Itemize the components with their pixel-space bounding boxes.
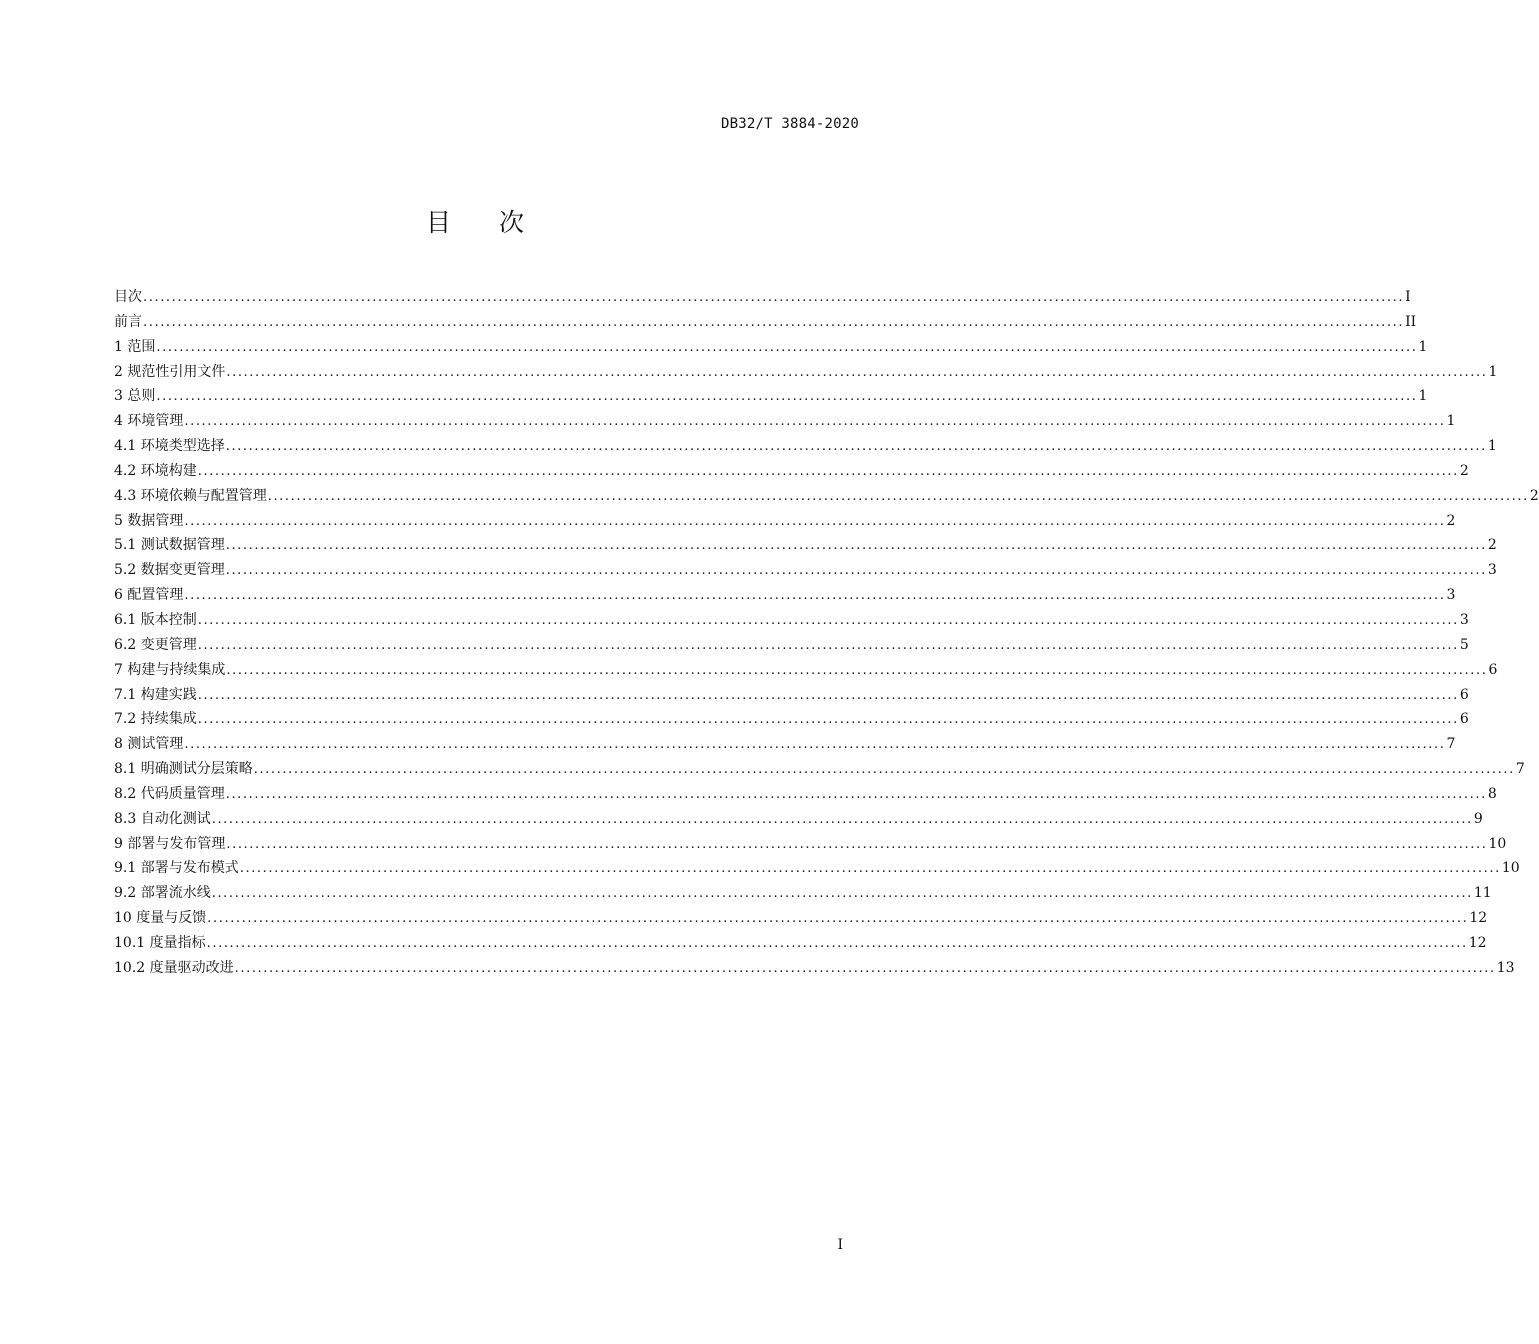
toc-dot-leader: ............................................................................................................................................................................................................................ (207, 911, 1469, 927)
toc-entry-label: 7 构建与持续集成 (114, 661, 226, 678)
toc-entry[interactable] (114, 533, 1497, 558)
toc-dot-leader: ............................................................................................................................................................................................................................ (184, 513, 1446, 529)
toc-entry-page: 5 (1459, 636, 1469, 653)
toc-entry-page: 6 (1459, 711, 1469, 728)
toc-dot-leader: ............................................................................................................................................................................................................................ (197, 687, 1459, 703)
toc-entry-label: 6.1 版本控制 (114, 611, 197, 628)
toc-entry[interactable] (114, 509, 1456, 534)
toc-entry-label: 1 范围 (114, 338, 156, 355)
page-number: I (837, 1237, 843, 1253)
toc-entry-label: 7.1 构建实践 (114, 686, 197, 703)
toc-entry[interactable] (114, 484, 1539, 509)
toc-entry-page: 2 (1459, 462, 1469, 479)
toc-entry-label: 10.1 度量指标 (114, 934, 206, 951)
toc-entry-page: 3 (1446, 587, 1456, 604)
toc-entry[interactable] (114, 459, 1469, 484)
toc-entry-page: 7 (1446, 736, 1456, 753)
toc-dot-leader: ............................................................................................................................................................................................................................ (206, 935, 1468, 951)
toc-entry-page: 6 (1488, 661, 1498, 678)
toc-dot-leader: ............................................................................................................................................................................................................................ (197, 612, 1459, 628)
toc-entry-label: 4.3 环境依赖与配置管理 (114, 487, 267, 504)
toc-dot-leader: ............................................................................................................................................................................................................................ (225, 538, 1487, 554)
toc-entry-page: 13 (1496, 959, 1515, 976)
toc-entry-page: I (1405, 289, 1411, 305)
toc-entry-label: 4.1 环境类型选择 (114, 438, 225, 455)
toc-entry-label: 10.2 度量驱动改进 (114, 959, 234, 976)
toc-dot-leader: ............................................................................................................................................................................................................................ (267, 488, 1529, 504)
toc-entry-label: 4.2 环境构建 (114, 462, 197, 479)
toc-dot-leader: ............................................................................................................................................................................................................................ (225, 439, 1487, 455)
toc-entry[interactable] (114, 832, 1507, 857)
toc-entry-page: 2 (1487, 537, 1497, 554)
toc-entry[interactable] (114, 881, 1492, 906)
toc-title: 目次 (425, 208, 572, 237)
toc-entry-page: 12 (1469, 910, 1488, 927)
toc-dot-leader: ............................................................................................................................................................................................................................ (143, 290, 1405, 305)
toc-entry-label: 3 总则 (114, 388, 156, 405)
toc-entry[interactable] (114, 384, 1428, 409)
toc-dot-leader: ............................................................................................................................................................................................................................ (184, 737, 1446, 753)
toc-entry[interactable] (114, 757, 1525, 782)
toc-entry-page: 10 (1501, 860, 1520, 877)
toc-entry-page: 2 (1529, 487, 1539, 504)
toc-entry-page: 1 (1446, 413, 1456, 430)
toc-entry[interactable] (114, 285, 1411, 310)
document-number: DB32/T 3884-2020 (720, 116, 859, 132)
toc-entry[interactable] (114, 434, 1497, 459)
toc-entry-label: 5.2 数据变更管理 (114, 562, 225, 579)
toc-entry-label: 8.2 代码质量管理 (114, 785, 225, 802)
toc-entry[interactable] (114, 583, 1456, 608)
toc-entry[interactable] (114, 906, 1488, 931)
toc-entry[interactable] (114, 956, 1515, 981)
toc-dot-leader: ............................................................................................................................................................................................................................ (239, 861, 1501, 877)
toc-dot-leader: ............................................................................................................................................................................................................................ (156, 389, 1418, 405)
toc-dot-leader: ............................................................................................................................................................................................................................ (184, 588, 1446, 604)
toc-entry-label: 5 数据管理 (114, 512, 184, 529)
toc-dot-leader: ............................................................................................................................................................................................................................ (225, 563, 1487, 579)
toc-entry[interactable] (114, 335, 1428, 360)
toc-entry-label: 6 配置管理 (114, 587, 184, 604)
toc-entry-page: 11 (1473, 885, 1492, 902)
toc-entry-label: 8.1 明确测试分层策略 (114, 761, 253, 778)
toc-entry-page: 12 (1468, 934, 1487, 951)
toc-entry[interactable] (114, 782, 1497, 807)
table-of-contents (114, 285, 1539, 981)
toc-entry[interactable] (114, 608, 1469, 633)
toc-entry-label: 7.2 持续集成 (114, 711, 197, 728)
toc-dot-leader: ............................................................................................................................................................................................................................ (197, 637, 1459, 653)
toc-dot-leader: ............................................................................................................................................................................................................................ (211, 886, 1473, 902)
toc-entry[interactable] (114, 856, 1520, 881)
toc-entry-label: 10 度量与反馈 (114, 910, 207, 927)
toc-dot-leader: ............................................................................................................................................................................................................................ (253, 762, 1515, 778)
toc-entry-page: 3 (1459, 611, 1469, 628)
toc-entry-label: 8.3 自动化测试 (114, 810, 211, 827)
toc-entry[interactable] (114, 658, 1498, 683)
toc-entry-page: 10 (1488, 835, 1507, 852)
toc-dot-leader: ............................................................................................................................................................................................................................ (197, 463, 1459, 479)
toc-entry[interactable] (114, 409, 1456, 434)
toc-entry-page: 6 (1459, 686, 1469, 703)
toc-entry[interactable] (114, 807, 1483, 832)
toc-entry-label: 9.1 部署与发布模式 (114, 860, 239, 877)
toc-dot-leader: ............................................................................................................................................................................................................................ (226, 364, 1488, 380)
toc-dot-leader: ............................................................................................................................................................................................................................ (184, 414, 1446, 430)
toc-entry-page: 7 (1515, 761, 1525, 778)
toc-entry-label: 9.2 部署流水线 (114, 885, 211, 902)
toc-entry[interactable] (114, 732, 1456, 757)
toc-dot-leader: ............................................................................................................................................................................................................................ (156, 339, 1418, 355)
toc-dot-leader: ............................................................................................................................................................................................................................ (226, 662, 1488, 678)
toc-entry-page: II (1405, 313, 1417, 330)
toc-entry-page: 9 (1473, 810, 1483, 827)
toc-dot-leader: ............................................................................................................................................................................................................................ (226, 836, 1488, 852)
toc-entry-page: 1 (1487, 438, 1497, 455)
toc-entry[interactable] (114, 931, 1487, 956)
toc-entry-label: 5.1 测试数据管理 (114, 537, 225, 554)
toc-entry-label: 前言 (114, 313, 142, 330)
toc-entry-label: 2 规范性引用文件 (114, 363, 226, 380)
toc-dot-leader: ............................................................................................................................................................................................................................ (211, 811, 1473, 827)
toc-dot-leader: ............................................................................................................................................................................................................................ (234, 960, 1496, 976)
toc-entry[interactable] (114, 707, 1469, 732)
toc-entry-label: 4 环境管理 (114, 413, 184, 430)
toc-dot-leader: ............................................................................................................................................................................................................................ (143, 314, 1405, 330)
toc-entry[interactable] (114, 310, 1417, 335)
toc-entry-page: 3 (1487, 562, 1497, 579)
toc-entry[interactable] (114, 683, 1469, 708)
toc-entry[interactable] (114, 633, 1469, 658)
toc-entry-page: 2 (1446, 512, 1456, 529)
toc-entry[interactable] (114, 558, 1497, 583)
toc-entry-label: 6.2 变更管理 (114, 636, 197, 653)
toc-entry-page: 1 (1418, 338, 1428, 355)
toc-entry[interactable] (114, 360, 1498, 385)
toc-dot-leader: ............................................................................................................................................................................................................................ (225, 786, 1487, 802)
toc-entry-page: 1 (1418, 388, 1428, 405)
toc-entry-label: 9 部署与发布管理 (114, 835, 226, 852)
toc-entry-page: 1 (1488, 363, 1498, 380)
toc-entry-label: 8 测试管理 (114, 736, 184, 753)
toc-entry-label: 目次 (114, 289, 142, 305)
toc-dot-leader: ............................................................................................................................................................................................................................ (197, 712, 1459, 728)
toc-entry-page: 8 (1487, 785, 1497, 802)
